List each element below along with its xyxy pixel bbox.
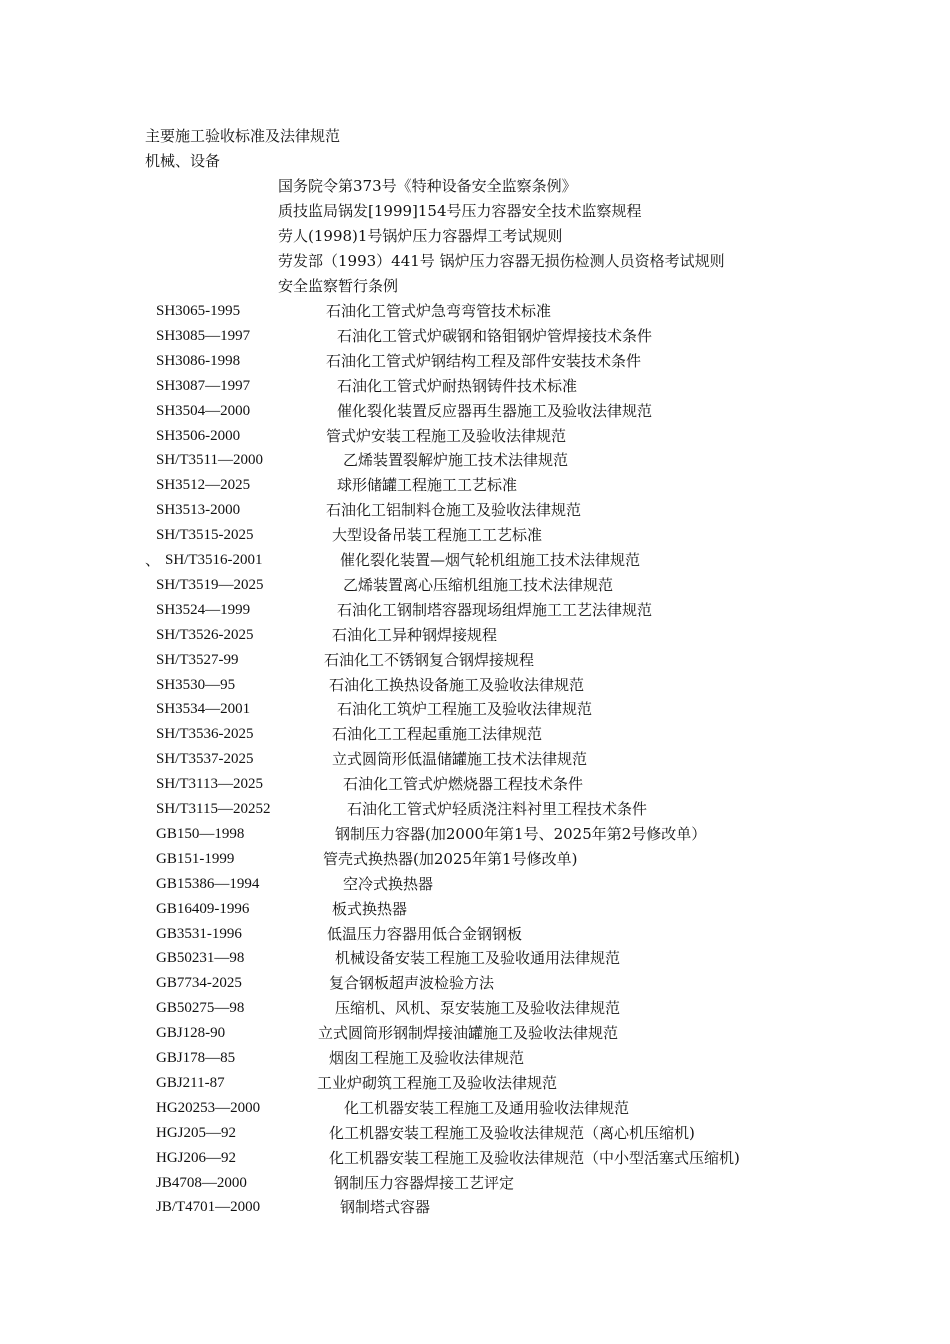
standard-code: SH3065-1995 bbox=[156, 303, 241, 319]
standard-code: GB16409-1996 bbox=[156, 900, 250, 917]
regulation-item: 安全监察暂行条例 bbox=[278, 277, 399, 295]
standard-code: HGJ205—92 bbox=[156, 1124, 237, 1141]
standard-code: GB15386—1994 bbox=[156, 875, 260, 892]
standard-code: SH3524—1999 bbox=[156, 601, 251, 618]
standard-title: 石油化工工程起重施工法律规范 bbox=[332, 725, 543, 744]
standard-title: 烟囱工程施工及验收法律规范 bbox=[329, 1049, 525, 1067]
standard-code: GB50275—98 bbox=[156, 1000, 245, 1017]
standard-title: 石油化工管式炉急弯弯管技术标准 bbox=[326, 302, 552, 320]
standard-title: 空冷式换热器 bbox=[343, 874, 434, 893]
standard-title: 石油化工不锈钢复合钢焊接规程 bbox=[324, 650, 535, 669]
standard-code: SH/T3526-2025 bbox=[156, 626, 254, 643]
standard-code: SH/T3515-2025 bbox=[156, 527, 254, 544]
standard-title: 化工机器安装工程施工及通用验收法律规范 bbox=[344, 1098, 630, 1117]
standard-code: SH/T3511—2000 bbox=[156, 452, 263, 469]
standard-title: 石油化工换热设备施工及验收法律规范 bbox=[329, 675, 585, 694]
standard-title: 板式换热器 bbox=[332, 899, 408, 918]
standard-code: SH/T3115—20252 bbox=[156, 801, 271, 817]
standard-code: HG20253—2000 bbox=[156, 1099, 261, 1116]
standard-title: 低温压力容器用低合金钢钢板 bbox=[327, 924, 523, 943]
standard-code: JB/T4701—2000 bbox=[156, 1199, 261, 1216]
standard-title: 工业炉砌筑工程施工及验收法律规范 bbox=[317, 1073, 558, 1092]
standard-title: 钢制压力容器(加2000年第1号、2025年第2号修改单） bbox=[335, 824, 707, 843]
standard-code: HGJ206—92 bbox=[156, 1149, 237, 1166]
regulation-item: 质技监局锅发[1999]154号压力容器安全技术监察规程 bbox=[278, 202, 642, 220]
standard-title: 立式圆筒形钢制焊接油罐施工及验收法律规范 bbox=[318, 1024, 619, 1043]
standard-title: 复合钢板超声波检验方法 bbox=[329, 974, 495, 993]
regulation-item: 劳人(1998)1号锅炉压力容器焊工考试规则 bbox=[278, 227, 563, 245]
standard-code: SH3506-2000 bbox=[156, 427, 241, 444]
standard-title: 石油化工铝制料仓施工及验收法律规范 bbox=[326, 501, 582, 520]
standard-code: SH/T3527-99 bbox=[156, 651, 239, 668]
standard-code: SH3530—95 bbox=[156, 676, 236, 693]
standard-title: 乙烯装置离心压缩机组施工技术法律规范 bbox=[343, 575, 614, 594]
standard-code: SH3512—2025 bbox=[156, 477, 251, 494]
standard-code: GB7734-2025 bbox=[156, 975, 242, 992]
standard-title: 管式炉安装工程施工及验收法律规范 bbox=[326, 426, 567, 445]
standard-title: 石油化工异种钢焊接规程 bbox=[332, 625, 498, 644]
standard-title: 催化裂化装置—烟气轮机组施工技术法律规范 bbox=[340, 551, 641, 569]
standard-title: 立式圆筒形低温储罐施工技术法律规范 bbox=[332, 750, 588, 769]
standard-title: 石油化工管式炉钢结构工程及部件安装技术条件 bbox=[326, 351, 642, 370]
standard-title: 乙烯装置裂解炉施工技术法律规范 bbox=[343, 451, 569, 470]
standard-code: SH/T3519—2025 bbox=[156, 576, 264, 593]
regulation-item: 劳发部（1993）441号 锅炉压力容器无损伤检测人员资格考试规则 bbox=[278, 252, 725, 270]
standard-title: 管壳式换热器(加2025年第1号修改单) bbox=[323, 849, 578, 868]
standard-code: GB3531-1996 bbox=[156, 925, 242, 942]
section-title: 机械、设备 bbox=[145, 152, 221, 170]
standard-code: SH/T3516-2001 bbox=[165, 552, 263, 568]
standard-code: SH3534—2001 bbox=[156, 701, 251, 718]
standard-code: SH3086-1998 bbox=[156, 352, 241, 369]
standard-code: GBJ178—85 bbox=[156, 1050, 236, 1066]
standard-title: 石油化工管式炉耐热钢铸件技术标准 bbox=[337, 376, 578, 395]
standard-title: 石油化工管式炉碳钢和铬钼钢炉管焊接技术条件 bbox=[337, 326, 653, 345]
standard-code: GB50231—98 bbox=[156, 950, 245, 967]
standard-code: GB151-1999 bbox=[156, 850, 235, 867]
standard-title: 石油化工钢制塔容器现场组焊施工工艺法律规范 bbox=[337, 600, 653, 619]
standard-title: 压缩机、风机、泵安装施工及验收法律规范 bbox=[335, 999, 621, 1018]
standard-code: JB4708—2000 bbox=[156, 1174, 247, 1191]
standard-title: 球形储罐工程施工工艺标准 bbox=[337, 476, 518, 495]
standard-title: 钢制压力容器焊接工艺评定 bbox=[334, 1173, 515, 1192]
standard-title: 化工机器安装工程施工及验收法律规范（离心机压缩机) bbox=[329, 1123, 695, 1142]
standard-title: 机械设备安装工程施工及验收通用法律规范 bbox=[335, 949, 621, 968]
document-heading: 主要施工验收标准及法律规范 bbox=[145, 127, 341, 145]
standard-title: 化工机器安装工程施工及验收法律规范（中小型活塞式压缩机) bbox=[329, 1148, 740, 1167]
standard-title: 大型设备吊装工程施工工艺标准 bbox=[332, 526, 543, 545]
standard-code: SH/T3536-2025 bbox=[156, 726, 254, 743]
standard-title: 石油化工管式炉轻质浇注料衬里工程技术条件 bbox=[347, 800, 648, 818]
standard-code: SH3504—2000 bbox=[156, 402, 251, 419]
standard-code: GB150—1998 bbox=[156, 825, 245, 842]
standard-title: 钢制塔式容器 bbox=[340, 1198, 431, 1217]
standard-title: 石油化工筑炉工程施工及验收法律规范 bbox=[337, 700, 593, 719]
standard-code: SH/T3537-2025 bbox=[156, 751, 254, 768]
standard-code: SH3087—1997 bbox=[156, 377, 251, 394]
standard-code: GBJ128-90 bbox=[156, 1025, 226, 1042]
regulation-item: 国务院令第373号《特种设备安全监察条例》 bbox=[278, 177, 577, 195]
standard-title: 石油化工管式炉燃烧器工程技术条件 bbox=[343, 775, 584, 794]
standard-title: 催化裂化装置反应器再生器施工及验收法律规范 bbox=[337, 401, 653, 420]
standard-code: GBJ211-87 bbox=[156, 1074, 225, 1091]
standard-code: SH3513-2000 bbox=[156, 502, 241, 519]
standard-code: SH3085—1997 bbox=[156, 327, 251, 344]
standard-code: SH/T3113—2025 bbox=[156, 776, 263, 793]
list-prefix: 、 bbox=[145, 551, 161, 569]
